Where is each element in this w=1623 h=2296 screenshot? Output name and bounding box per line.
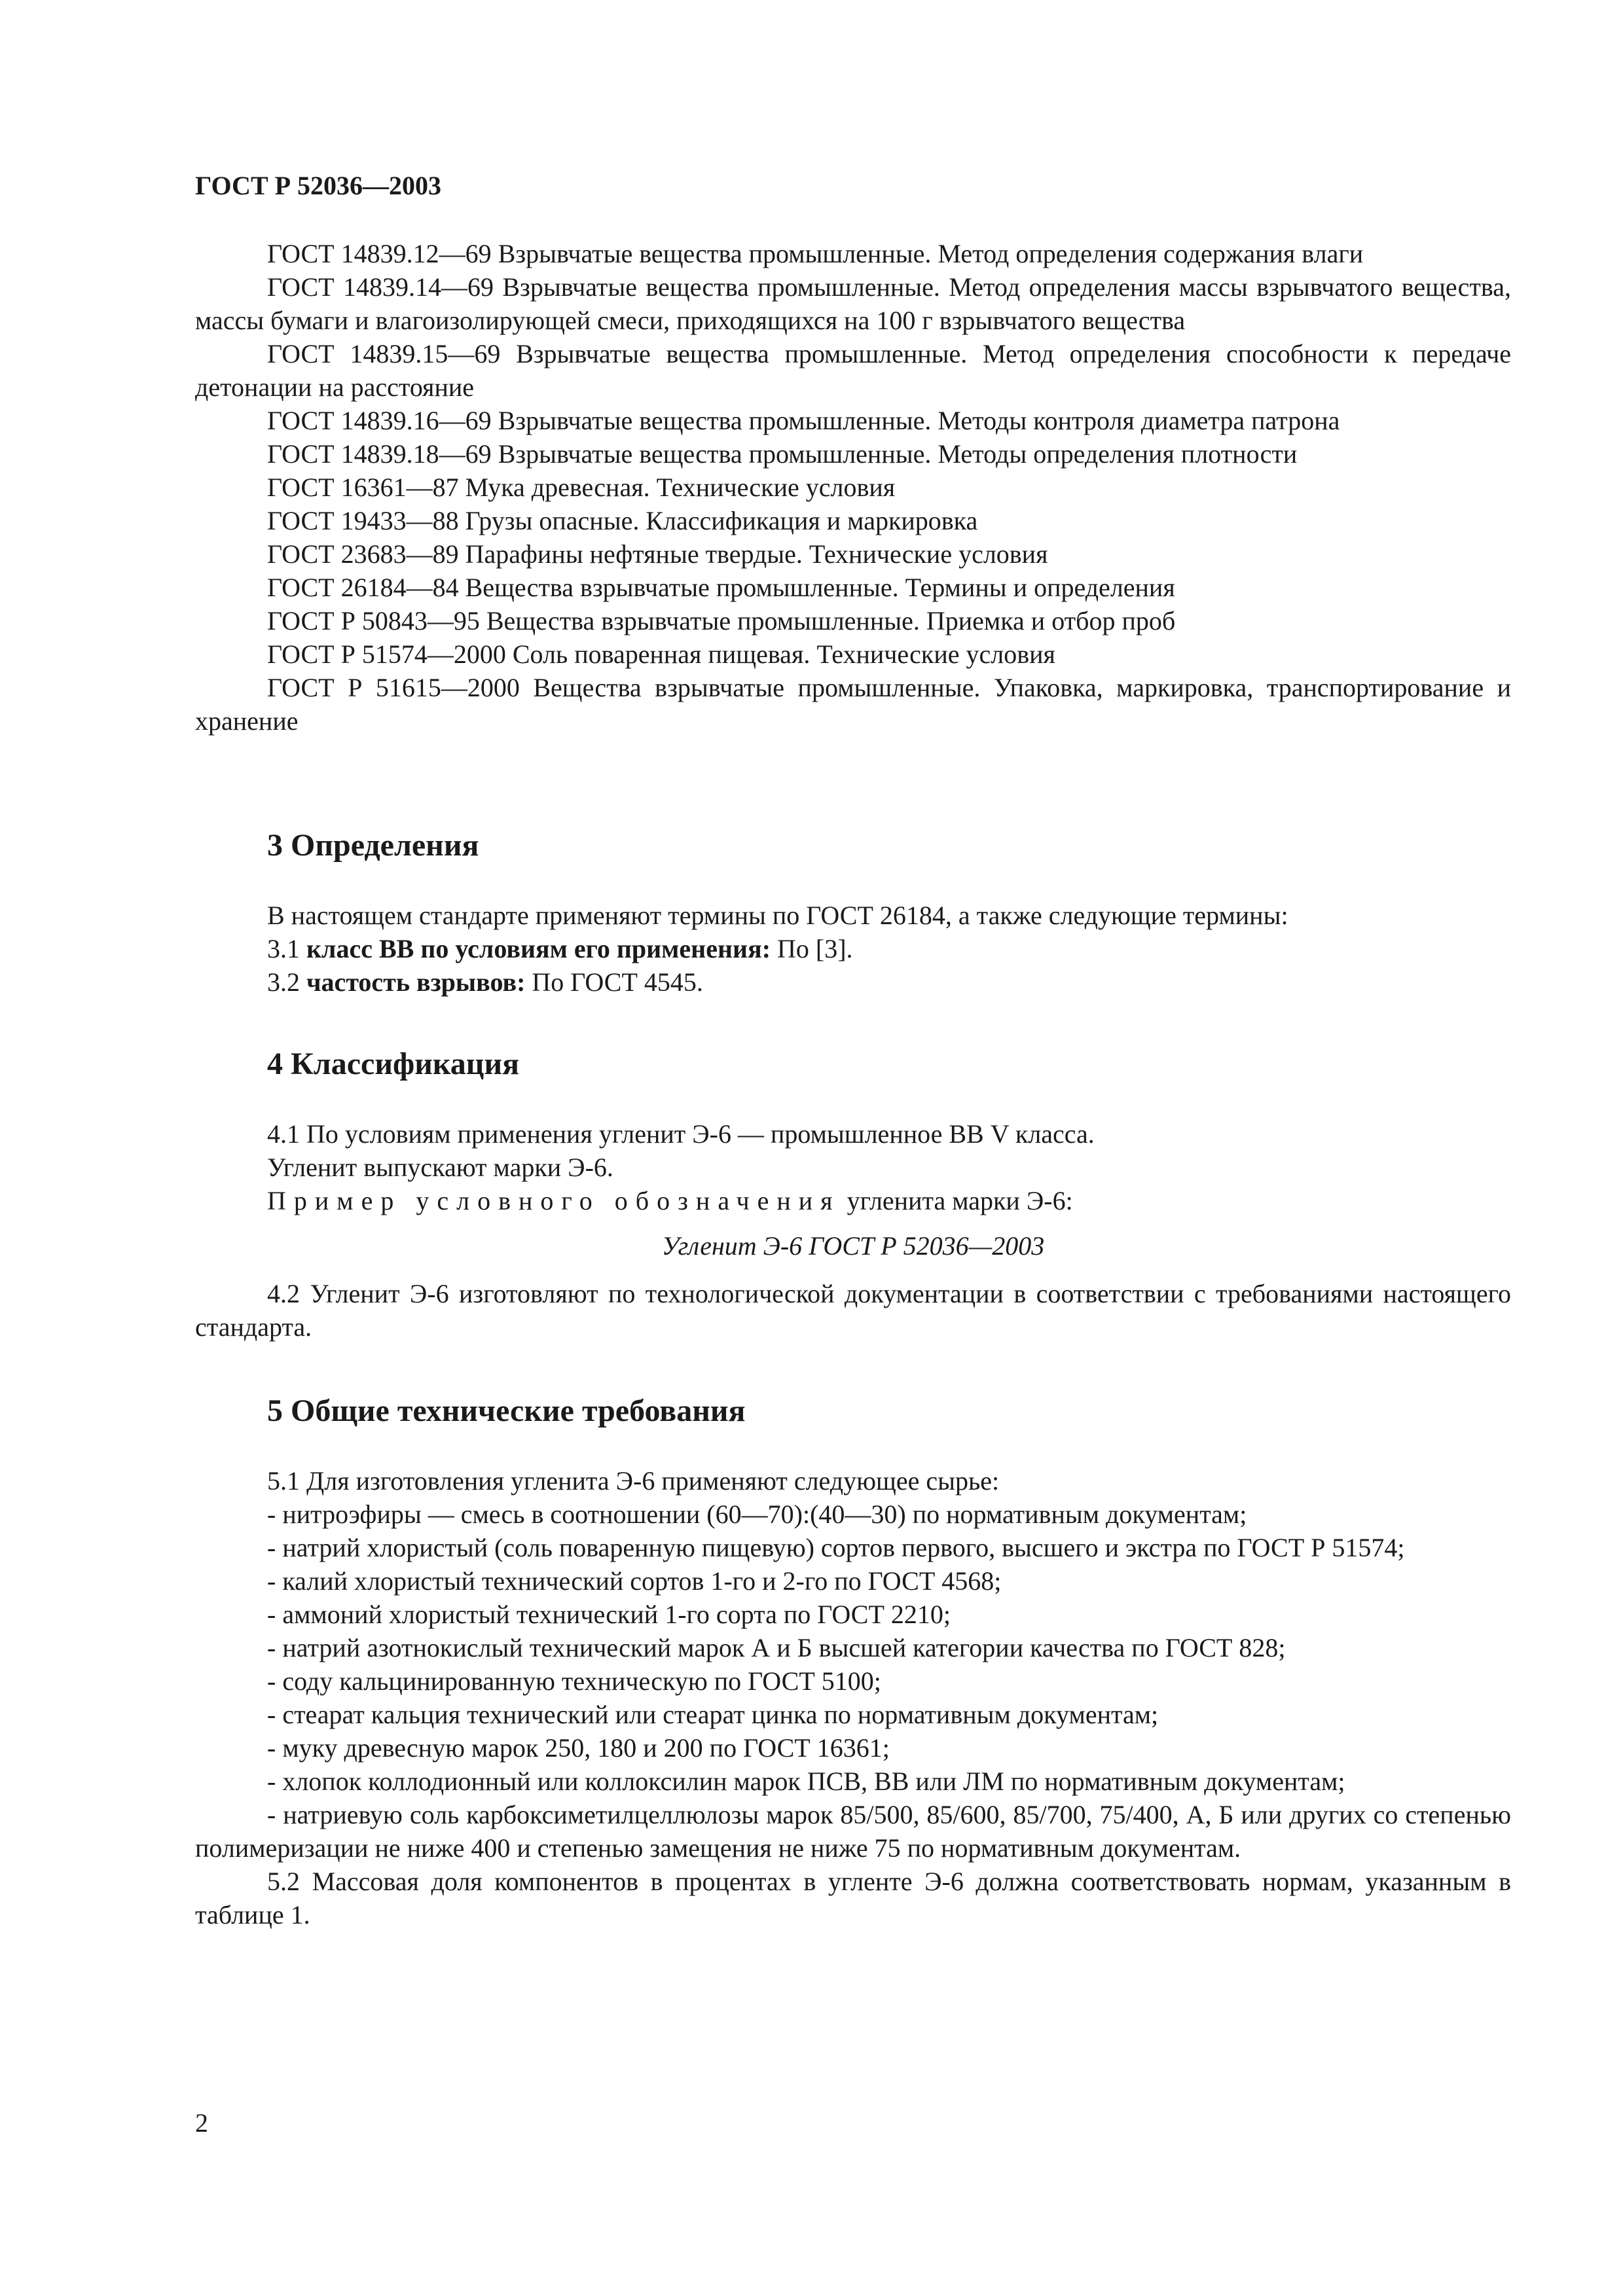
list-item: - хлопок коллодионный или коллоксилин марок ПСВ, ВВ или ЛМ по нормативным документам; (267, 1767, 1345, 1796)
section-3 (195, 829, 1511, 999)
paragraph-4-1b: Угленит выпускают марки Э-6. (267, 1153, 613, 1182)
list-item: - натрий хлористый (соль поваренную пищевую) сортов первого, высшего и экстра по ГОСТ Р 51574; (267, 1533, 1405, 1562)
reference-item: ГОСТ 19433—88 Грузы опасные. Классификация и маркировка (267, 506, 978, 535)
list-item: - стеарат кальция технический или стеарат цинка по нормативным документам; (267, 1700, 1159, 1729)
section-4 (195, 1047, 1511, 1344)
section-4-title: 4 Классификация (267, 1047, 520, 1081)
paragraph-5-2: 5.2 Массовая доля компонентов в процентах в угленте Э-6 должна соответствовать нормам, указанным в таблице 1. (195, 1867, 1511, 1929)
section-5 (195, 1394, 1511, 1931)
reference-item: ГОСТ Р 50843—95 Вещества взрывчатые промышленные. Приемка и отбор проб (267, 606, 1176, 636)
example-designation: Угленит Э-6 ГОСТ Р 52036—2003 (661, 1231, 1045, 1261)
example-line (195, 1184, 1511, 1217)
reference-item: ГОСТ 16361—87 Мука древесная. Технические условия (267, 473, 896, 502)
paragraph-5-1: 5.1 Для изготовления угленита Э-6 применяют следующее сырье: (267, 1466, 1000, 1496)
definition-number: 3.1 (267, 934, 306, 963)
paragraph-4-1: 4.1 По условиям применения угленит Э-6 — промышленное ВВ V класса. (267, 1119, 1095, 1149)
section-3-intro: В настоящем стандарте применяют термины по ГОСТ 26184, а также следующие термины: (267, 901, 1288, 930)
reference-item: ГОСТ Р 51615—2000 Вещества взрывчатые промышленные. Упаковка, маркировка, транспортирование и хранение (195, 673, 1511, 736)
reference-item: ГОСТ 14839.14—69 Взрывчатые вещества промышленные. Метод определения массы взрывчатого вещества, массы бумаги и влагоизолирующей смеси, приходящихся на 100 г взрывчатого вещества (195, 272, 1511, 335)
reference-item: ГОСТ 14839.16—69 Взрывчатые вещества промышленные. Методы контроля диаметра патрона (267, 406, 1340, 435)
references-list (195, 237, 1511, 738)
example-label: Пример условного обозначения (267, 1186, 841, 1215)
definition-number: 3.2 (267, 967, 306, 997)
reference-item: ГОСТ Р 51574—2000 Соль поваренная пищевая. Технические условия (267, 639, 1055, 669)
list-item: - аммоний хлористый технический 1-го сорта по ГОСТ 2210; (267, 1600, 951, 1629)
list-item: - соду кальцинированную техническую по ГОСТ 5100; (267, 1666, 881, 1696)
list-item: - калий хлористый технический сортов 1-го и 2-го по ГОСТ 4568; (267, 1566, 1002, 1596)
section-5-title: 5 Общие технические требования (267, 1393, 746, 1428)
reference-item: ГОСТ 14839.18—69 Взрывчатые вещества промышленные. Методы определения плотности (267, 439, 1298, 469)
definition-term: частость взрывов: (306, 967, 526, 997)
definition-3-1 (195, 932, 1511, 965)
definition-text: По ГОСТ 4545. (525, 967, 703, 997)
definition-term: класс ВВ по условиям его применения: (306, 934, 771, 963)
paragraph-4-2: 4.2 Угленит Э-6 изготовляют по технологической документации в соответствии с требованиями настоящего стандарта. (195, 1279, 1511, 1342)
reference-item: ГОСТ 23683—89 Парафины нефтяные твердые. Технические условия (267, 539, 1048, 569)
list-item: - муку древесную марок 250, 180 и 200 по ГОСТ 16361; (267, 1733, 890, 1763)
list-item: - нитроэфиры — смесь в соотношении (60—70):(40—30) по нормативным документам; (267, 1499, 1247, 1529)
definition-text: По [3]. (771, 934, 853, 963)
document-header: ГОСТ Р 52036—2003 (195, 171, 442, 200)
page-number: 2 (195, 2108, 208, 2138)
example-rest: угленита марки Э-6: (840, 1186, 1073, 1215)
reference-item: ГОСТ 14839.15—69 Взрывчатые вещества промышленные. Метод определения способности к передаче детонации на расстояние (195, 339, 1511, 402)
list-item: - натриевую соль карбоксиметилцеллюлозы марок 85/500, 85/600, 85/700, 75/400, А, Б или других со степенью полимеризации не ниже 400 и степенью замещения не ниже 75 по нормативным документам. (195, 1800, 1511, 1863)
reference-item: ГОСТ 26184—84 Вещества взрывчатые промышленные. Термины и определения (267, 573, 1175, 602)
list-item: - натрий азотнокислый технический марок А и Б высшей категории качества по ГОСТ 828; (267, 1633, 1286, 1662)
section-3-title: 3 Определения (267, 828, 479, 863)
definition-3-2 (195, 965, 1511, 999)
reference-item: ГОСТ 14839.12—69 Взрывчатые вещества промышленные. Метод определения содержания влаги (267, 239, 1364, 268)
